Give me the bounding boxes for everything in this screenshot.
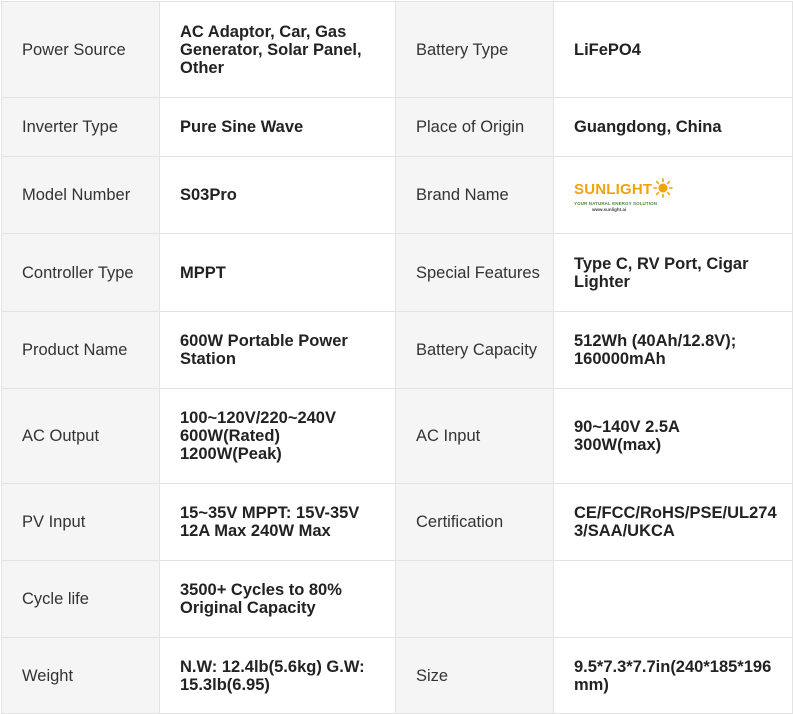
spec-label: Controller Type [2, 234, 160, 312]
spec-value: S03Pro [160, 157, 396, 234]
spec-label: Brand Name [396, 157, 554, 234]
value-line: 100~120V/220~240V [180, 409, 336, 427]
table-row [2, 2, 793, 98]
spec-label [396, 561, 554, 638]
table-row [2, 484, 793, 561]
spec-value: Pure Sine Wave [160, 98, 396, 157]
value-line: 300W(max) [574, 436, 662, 454]
table-row [2, 638, 793, 714]
brand-logo-cell [554, 157, 793, 234]
spec-value: N.W: 12.4lb(5.6kg) G.W: 15.3lb(6.95) [160, 638, 396, 714]
spec-value [554, 389, 793, 484]
spec-table [1, 1, 793, 714]
spec-label: Inverter Type [2, 98, 160, 157]
brand-logo [574, 178, 673, 213]
spec-value: 600W Portable Power Station [160, 312, 396, 389]
spec-label: Battery Capacity [396, 312, 554, 389]
spec-label: Power Source [2, 2, 160, 98]
value-line: 600W(Rated) [180, 427, 280, 445]
table-row [2, 234, 793, 312]
spec-label: Cycle life [2, 561, 160, 638]
spec-label: Battery Type [396, 2, 554, 98]
value-line: 1200W(Peak) [180, 445, 282, 463]
spec-value: 3500+ Cycles to 80% Original Capacity [160, 561, 396, 638]
logo-tagline: YOUR NATURAL ENERGY SOLUTION [574, 201, 658, 207]
table-row [2, 157, 793, 234]
spec-value: Type C, RV Port, Cigar Lighter [554, 234, 793, 312]
spec-value: CE/FCC/RoHS/PSE/UL2743/SAA/UKCA [554, 484, 793, 561]
spec-value: Guangdong, China [554, 98, 793, 157]
spec-value: LiFePO4 [554, 2, 793, 98]
spec-label: AC Output [2, 389, 160, 484]
logo-url: www.sunlight.ai [592, 206, 627, 212]
table-row [2, 561, 793, 638]
value-line: 90~140V 2.5A [574, 418, 680, 436]
spec-label: Weight [2, 638, 160, 714]
spec-label: Product Name [2, 312, 160, 389]
spec-value: 15~35V MPPT: 15V-35V 12A Max 240W Max [160, 484, 396, 561]
table-row [2, 98, 793, 157]
spec-label: Certification [396, 484, 554, 561]
spec-value [554, 561, 793, 638]
logo-wordmark: SUNLIGHT [574, 181, 653, 198]
spec-label: AC Input [396, 389, 554, 484]
spec-label: Size [396, 638, 554, 714]
sun-icon [653, 178, 673, 202]
spec-value: 512Wh (40Ah/12.8V); 160000mAh [554, 312, 793, 389]
spec-value [160, 389, 396, 484]
spec-value: 9.5*7.3*7.7in(240*185*196mm) [554, 638, 793, 714]
spec-value: MPPT [160, 234, 396, 312]
spec-label: PV Input [2, 484, 160, 561]
spec-label: Model Number [2, 157, 160, 234]
spec-label: Place of Origin [396, 98, 554, 157]
spec-label: Special Features [396, 234, 554, 312]
spec-value: AC Adaptor, Car, Gas Generator, Solar Panel, Other [160, 2, 396, 98]
table-row [2, 312, 793, 389]
table-row [2, 389, 793, 484]
